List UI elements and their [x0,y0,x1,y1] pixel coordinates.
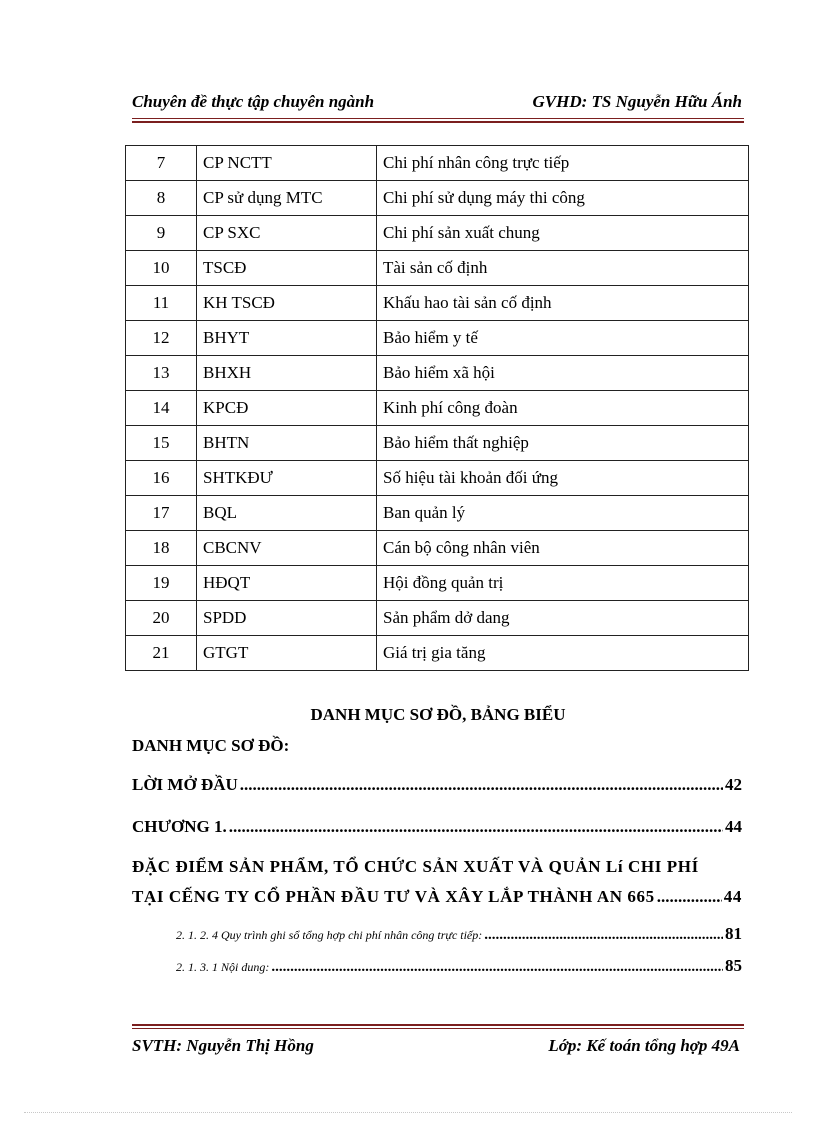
toc-page: 81 [725,924,742,943]
table-row [126,181,749,216]
row-meaning: Bảo hiểm thất nghiệp [377,426,749,461]
table-row [126,531,749,566]
row-abbreviation: BHTN [197,426,377,461]
table-row [126,566,749,601]
toc-leader [240,775,723,795]
section-title: DANH MỤC SƠ ĐỒ, BẢNG BIỂU [310,705,566,724]
table-row [126,216,749,251]
toc-label: CHƯƠNG 1. [132,817,227,836]
toc-leader [229,817,723,837]
row-meaning: Kinh phí công đoàn [377,391,749,426]
row-abbreviation: CP NCTT [197,146,377,181]
row-abbreviation: CP SXC [197,216,377,251]
toc-entry-2-1-2-4[interactable] [176,924,742,944]
row-abbreviation: KPCĐ [197,391,377,426]
row-number: 21 [126,636,197,671]
row-abbreviation: HĐQT [197,566,377,601]
row-meaning: Bảo hiểm y tế [377,321,749,356]
row-number: 19 [126,566,197,601]
row-abbreviation: BHYT [197,321,377,356]
footer-rule [132,1024,744,1029]
row-meaning: Giá trị gia tăng [377,636,749,671]
row-meaning: Bảo hiểm xã hội [377,356,749,391]
toc-label: LỜI MỞ ĐẦU [132,775,238,794]
footer-student: SVTH: Nguyễn Thị Hồng [132,1036,314,1055]
toc-page: 85 [725,956,742,975]
row-number: 9 [126,216,197,251]
row-abbreviation: KH TSCĐ [197,286,377,321]
row-meaning: Chi phí sử dụng máy thi công [377,181,749,216]
footer-class: Lớp: Kế toán tổng hợp 49A [548,1036,740,1055]
row-abbreviation: GTGT [197,636,377,671]
row-number: 14 [126,391,197,426]
page-edge [24,1112,792,1113]
row-abbreviation: CP sử dụng MTC [197,181,377,216]
page-footer [132,1036,744,1060]
toc-entry-chapter-1-title[interactable] [132,852,742,912]
row-number: 7 [126,146,197,181]
row-number: 18 [126,531,197,566]
table-row [126,461,749,496]
table-row [126,321,749,356]
row-meaning: Ban quản lý [377,496,749,531]
toc-entry-chapter-1[interactable] [132,817,742,837]
page-header [132,92,744,118]
toc-page: 44 [723,887,742,906]
table-row [126,601,749,636]
row-number: 8 [126,181,197,216]
table-row [126,636,749,671]
row-number: 13 [126,356,197,391]
sub-title: DANH MỤC SƠ ĐỒ: [132,736,290,755]
row-number: 15 [126,426,197,461]
toc-entry-2-1-3-1[interactable] [176,956,742,976]
table-row [126,496,749,531]
row-meaning: Tài sản cố định [377,251,749,286]
row-abbreviation: BHXH [197,356,377,391]
table-row [126,426,749,461]
abbreviation-table [125,145,749,671]
row-number: 10 [126,251,197,286]
row-meaning: Hội đồng quản trị [377,566,749,601]
row-abbreviation: SPDD [197,601,377,636]
row-number: 11 [126,286,197,321]
toc-label-line-1: ĐẶC ĐIỂM SẢN PHẨM, TỔ CHỨC SẢN XUẤT VÀ QUẢN Lí CHI PHÍ [132,857,699,876]
header-rule [132,118,744,123]
row-meaning: Số hiệu tài khoản đối ứng [377,461,749,496]
toc-leader [484,927,723,944]
row-number: 12 [126,321,197,356]
row-abbreviation: SHTKĐƯ [197,461,377,496]
toc-leader [657,882,722,912]
row-number: 20 [126,601,197,636]
toc-label-line-2: TẠI CẾNG TY CỔ PHẦN ĐẦU TƯ VÀ XÂY LẮP THÀNH AN 665 [132,887,655,906]
row-meaning: Cán bộ công nhân viên [377,531,749,566]
table-row [126,391,749,426]
row-abbreviation: TSCĐ [197,251,377,286]
table-row [126,251,749,286]
toc-label: 2. 1. 3. 1 Nội dung: [176,960,270,974]
row-meaning: Chi phí nhân công trực tiếp [377,146,749,181]
header-supervisor: GVHD: TS Nguyễn Hữu Ánh [532,92,742,111]
row-number: 17 [126,496,197,531]
row-abbreviation: CBCNV [197,531,377,566]
toc-entry-intro[interactable] [132,775,742,795]
toc-page: 44 [725,817,742,836]
toc-page: 42 [725,775,742,794]
table-row [126,146,749,181]
toc-label: 2. 1. 2. 4 Quy trình ghi sổ tổng hợp chi phí nhân công trực tiếp: [176,928,483,942]
row-meaning: Sản phẩm dở dang [377,601,749,636]
table-row [126,286,749,321]
toc-leader [271,959,723,976]
row-abbreviation: BQL [197,496,377,531]
row-meaning: Chi phí sản xuất chung [377,216,749,251]
table-row [126,356,749,391]
row-meaning: Khấu hao tài sản cố định [377,286,749,321]
header-course-title: Chuyên đề thực tập chuyên ngành [132,92,375,111]
row-number: 16 [126,461,197,496]
